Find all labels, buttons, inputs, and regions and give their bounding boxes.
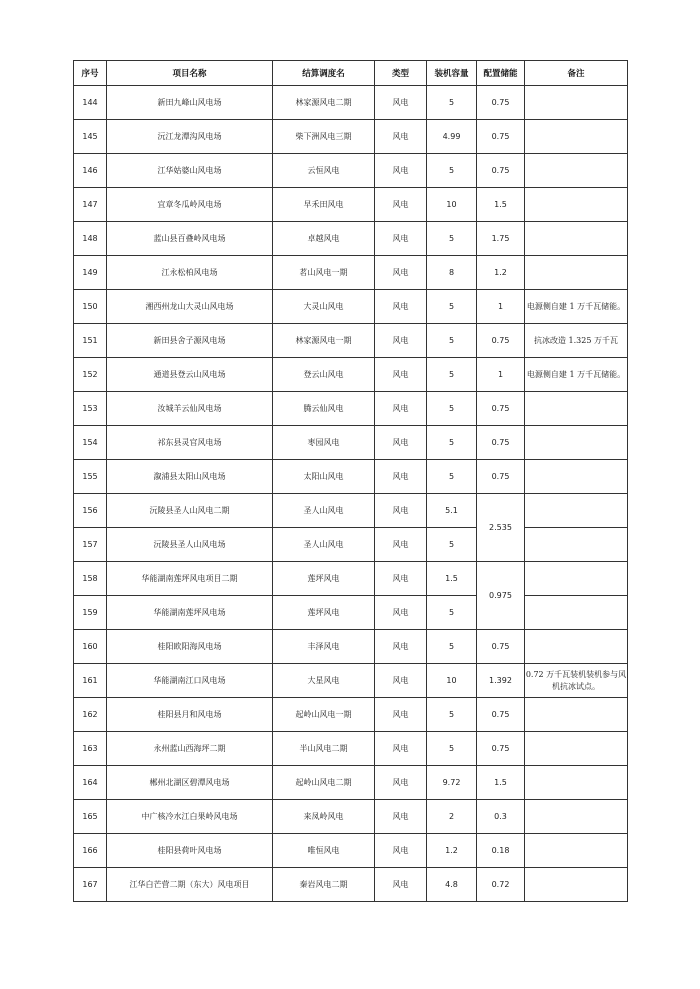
- cell-project-name: 祁东县灵官风电场: [107, 426, 273, 460]
- cell-dispatch-name: 秦岩风电二期: [273, 868, 375, 902]
- cell-storage: 0.75: [477, 630, 525, 664]
- cell-note: [525, 494, 628, 528]
- table-row: [74, 426, 628, 460]
- cell-capacity: 5: [427, 290, 477, 324]
- table-row: [74, 562, 628, 596]
- table-row: [74, 120, 628, 154]
- cell-capacity: 8: [427, 256, 477, 290]
- table-row: [74, 528, 628, 562]
- cell-dispatch-name: 柴下洲风电三期: [273, 120, 375, 154]
- cell-note: [525, 460, 628, 494]
- cell-index: 144: [74, 86, 107, 120]
- header-index: 序号: [74, 61, 107, 86]
- cell-capacity: 5: [427, 698, 477, 732]
- cell-capacity: 5: [427, 154, 477, 188]
- cell-note: [525, 426, 628, 460]
- cell-storage: 2.535: [477, 494, 525, 562]
- cell-note: [525, 800, 628, 834]
- table-row: [74, 698, 628, 732]
- cell-index: 147: [74, 188, 107, 222]
- cell-type: 风电: [375, 562, 427, 596]
- table-row: [74, 392, 628, 426]
- cell-index: 149: [74, 256, 107, 290]
- cell-index: 154: [74, 426, 107, 460]
- table-row: [74, 596, 628, 630]
- cell-dispatch-name: 圣人山风电: [273, 528, 375, 562]
- cell-project-name: 中广核冷水江白果岭风电场: [107, 800, 273, 834]
- cell-storage: 1.75: [477, 222, 525, 256]
- cell-type: 风电: [375, 664, 427, 698]
- cell-capacity: 5: [427, 324, 477, 358]
- cell-dispatch-name: 丰泽风电: [273, 630, 375, 664]
- table-row: [74, 222, 628, 256]
- cell-storage: 0.975: [477, 562, 525, 630]
- cell-project-name: 宜章冬瓜岭风电场: [107, 188, 273, 222]
- cell-type: 风电: [375, 154, 427, 188]
- cell-dispatch-name: 登云山风电: [273, 358, 375, 392]
- cell-capacity: 5: [427, 630, 477, 664]
- table-row: [74, 154, 628, 188]
- cell-index: 150: [74, 290, 107, 324]
- table-row: [74, 630, 628, 664]
- table-row: [74, 766, 628, 800]
- cell-capacity: 4.99: [427, 120, 477, 154]
- cell-index: 156: [74, 494, 107, 528]
- cell-project-name: 沅陵县圣人山风电场: [107, 528, 273, 562]
- cell-note: [525, 630, 628, 664]
- cell-type: 风电: [375, 222, 427, 256]
- cell-index: 164: [74, 766, 107, 800]
- table-header-row: [74, 61, 628, 86]
- cell-project-name: 永州蓝山西海坪二期: [107, 732, 273, 766]
- cell-capacity: 5.1: [427, 494, 477, 528]
- cell-capacity: 5: [427, 528, 477, 562]
- table-body: [74, 86, 628, 902]
- cell-storage: 1: [477, 358, 525, 392]
- cell-dispatch-name: 起岭山风电二期: [273, 766, 375, 800]
- cell-note: [525, 562, 628, 596]
- cell-index: 148: [74, 222, 107, 256]
- table-row: [74, 732, 628, 766]
- cell-type: 风电: [375, 290, 427, 324]
- cell-project-name: 郴州北湖区碧潭风电场: [107, 766, 273, 800]
- cell-project-name: 华能湖南江口风电场: [107, 664, 273, 698]
- cell-note: [525, 120, 628, 154]
- cell-project-name: 湘西州龙山大灵山风电场: [107, 290, 273, 324]
- cell-dispatch-name: 林家源风电二期: [273, 86, 375, 120]
- cell-storage: 0.75: [477, 698, 525, 732]
- cell-project-name: 新田县舍子源风电场: [107, 324, 273, 358]
- cell-note: [525, 868, 628, 902]
- cell-type: 风电: [375, 732, 427, 766]
- table-row: [74, 86, 628, 120]
- header-type: 类型: [375, 61, 427, 86]
- cell-index: 160: [74, 630, 107, 664]
- cell-project-name: 华能湖南莲坪风电项目二期: [107, 562, 273, 596]
- cell-storage: 0.75: [477, 120, 525, 154]
- cell-project-name: 沅陵县圣人山风电二期: [107, 494, 273, 528]
- table-row: [74, 358, 628, 392]
- table-row: [74, 324, 628, 358]
- cell-note: [525, 392, 628, 426]
- cell-capacity: 10: [427, 664, 477, 698]
- project-table: [73, 60, 628, 902]
- table-row: [74, 188, 628, 222]
- cell-note: 电源侧自建 1 万千瓦储能。: [525, 290, 628, 324]
- table-row: [74, 494, 628, 528]
- cell-note: [525, 766, 628, 800]
- cell-storage: 1.5: [477, 766, 525, 800]
- cell-note: [525, 528, 628, 562]
- cell-project-name: 桂阳欧阳海风电场: [107, 630, 273, 664]
- cell-dispatch-name: 起岭山风电一期: [273, 698, 375, 732]
- cell-note: [525, 222, 628, 256]
- header-dispatch-name: 结算调度名: [273, 61, 375, 86]
- cell-type: 风电: [375, 358, 427, 392]
- cell-note: 0.72 万千瓦装机装机参与风机抗冰试点。: [525, 664, 628, 698]
- cell-note: 电源侧自建 1 万千瓦储能。: [525, 358, 628, 392]
- cell-project-name: 江华姑婆山风电场: [107, 154, 273, 188]
- cell-type: 风电: [375, 630, 427, 664]
- cell-index: 161: [74, 664, 107, 698]
- cell-type: 风电: [375, 834, 427, 868]
- table-row: [74, 290, 628, 324]
- cell-dispatch-name: 莲坪风电: [273, 562, 375, 596]
- cell-index: 155: [74, 460, 107, 494]
- cell-type: 风电: [375, 596, 427, 630]
- cell-storage: 0.75: [477, 392, 525, 426]
- cell-project-name: 汝城羊云仙风电场: [107, 392, 273, 426]
- header-capacity: 装机容量: [427, 61, 477, 86]
- cell-dispatch-name: 枣园风电: [273, 426, 375, 460]
- cell-storage: 0.75: [477, 86, 525, 120]
- cell-note: [525, 596, 628, 630]
- cell-storage: 1.5: [477, 188, 525, 222]
- cell-index: 145: [74, 120, 107, 154]
- cell-dispatch-name: 来凤岭风电: [273, 800, 375, 834]
- cell-project-name: 通道县登云山风电场: [107, 358, 273, 392]
- cell-capacity: 10: [427, 188, 477, 222]
- header-storage: 配置储能: [477, 61, 525, 86]
- cell-type: 风电: [375, 120, 427, 154]
- cell-type: 风电: [375, 868, 427, 902]
- cell-capacity: 1.5: [427, 562, 477, 596]
- cell-index: 159: [74, 596, 107, 630]
- cell-storage: 0.18: [477, 834, 525, 868]
- cell-type: 风电: [375, 698, 427, 732]
- cell-type: 风电: [375, 86, 427, 120]
- cell-type: 风电: [375, 426, 427, 460]
- cell-project-name: 华能湖南莲坪风电场: [107, 596, 273, 630]
- cell-capacity: 5: [427, 222, 477, 256]
- cell-storage: 0.72: [477, 868, 525, 902]
- cell-capacity: 4.8: [427, 868, 477, 902]
- cell-project-name: 桂阳县荷叶风电场: [107, 834, 273, 868]
- cell-capacity: 5: [427, 392, 477, 426]
- cell-dispatch-name: 云恒风电: [273, 154, 375, 188]
- cell-dispatch-name: 半山风电二期: [273, 732, 375, 766]
- cell-type: 风电: [375, 392, 427, 426]
- cell-project-name: 沅江龙潭沟风电场: [107, 120, 273, 154]
- cell-storage: 0.75: [477, 426, 525, 460]
- cell-index: 166: [74, 834, 107, 868]
- cell-capacity: 5: [427, 358, 477, 392]
- cell-dispatch-name: 太阳山风电: [273, 460, 375, 494]
- cell-dispatch-name: 卓越风电: [273, 222, 375, 256]
- cell-dispatch-name: 茗山风电一期: [273, 256, 375, 290]
- cell-note: [525, 154, 628, 188]
- cell-type: 风电: [375, 188, 427, 222]
- header-project-name: 项目名称: [107, 61, 273, 86]
- cell-capacity: 9.72: [427, 766, 477, 800]
- cell-type: 风电: [375, 766, 427, 800]
- cell-storage: 0.75: [477, 460, 525, 494]
- cell-capacity: 1.2: [427, 834, 477, 868]
- cell-storage: 1: [477, 290, 525, 324]
- cell-index: 153: [74, 392, 107, 426]
- cell-dispatch-name: 大灵山风电: [273, 290, 375, 324]
- cell-index: 152: [74, 358, 107, 392]
- cell-storage: 0.75: [477, 324, 525, 358]
- table-row: [74, 834, 628, 868]
- cell-project-name: 蓝山县百叠岭风电场: [107, 222, 273, 256]
- table-row: [74, 868, 628, 902]
- cell-storage: 1.2: [477, 256, 525, 290]
- cell-project-name: 溆浦县太阳山风电场: [107, 460, 273, 494]
- cell-dispatch-name: 早禾田风电: [273, 188, 375, 222]
- cell-project-name: 桂阳县月和风电场: [107, 698, 273, 732]
- cell-type: 风电: [375, 528, 427, 562]
- cell-index: 157: [74, 528, 107, 562]
- table-row: [74, 460, 628, 494]
- cell-project-name: 江永松柏风电场: [107, 256, 273, 290]
- cell-storage: 0.75: [477, 732, 525, 766]
- cell-capacity: 5: [427, 426, 477, 460]
- cell-capacity: 5: [427, 732, 477, 766]
- cell-note: [525, 86, 628, 120]
- cell-capacity: 5: [427, 596, 477, 630]
- cell-note: [525, 698, 628, 732]
- cell-project-name: 江华白芒营二期（东大）风电项目: [107, 868, 273, 902]
- cell-note: [525, 834, 628, 868]
- cell-storage: 0.3: [477, 800, 525, 834]
- cell-capacity: 2: [427, 800, 477, 834]
- table-row: [74, 800, 628, 834]
- header-note: 备注: [525, 61, 628, 86]
- cell-index: 151: [74, 324, 107, 358]
- cell-index: 162: [74, 698, 107, 732]
- cell-dispatch-name: 圣人山风电: [273, 494, 375, 528]
- cell-index: 146: [74, 154, 107, 188]
- cell-type: 风电: [375, 256, 427, 290]
- cell-index: 158: [74, 562, 107, 596]
- cell-type: 风电: [375, 494, 427, 528]
- cell-dispatch-name: 林家源风电一期: [273, 324, 375, 358]
- table-row: [74, 256, 628, 290]
- cell-type: 风电: [375, 324, 427, 358]
- cell-note: 抗冰改造 1.325 万千瓦: [525, 324, 628, 358]
- cell-storage: 0.75: [477, 154, 525, 188]
- cell-dispatch-name: 莲坪风电: [273, 596, 375, 630]
- cell-dispatch-name: 大星风电: [273, 664, 375, 698]
- cell-dispatch-name: 唯恒风电: [273, 834, 375, 868]
- cell-capacity: 5: [427, 460, 477, 494]
- cell-type: 风电: [375, 460, 427, 494]
- cell-index: 165: [74, 800, 107, 834]
- cell-project-name: 新田九峰山风电场: [107, 86, 273, 120]
- table-row: [74, 664, 628, 698]
- cell-note: [525, 732, 628, 766]
- cell-index: 163: [74, 732, 107, 766]
- cell-storage: 1.392: [477, 664, 525, 698]
- cell-note: [525, 188, 628, 222]
- cell-dispatch-name: 腾云仙风电: [273, 392, 375, 426]
- cell-note: [525, 256, 628, 290]
- cell-type: 风电: [375, 800, 427, 834]
- cell-capacity: 5: [427, 86, 477, 120]
- cell-index: 167: [74, 868, 107, 902]
